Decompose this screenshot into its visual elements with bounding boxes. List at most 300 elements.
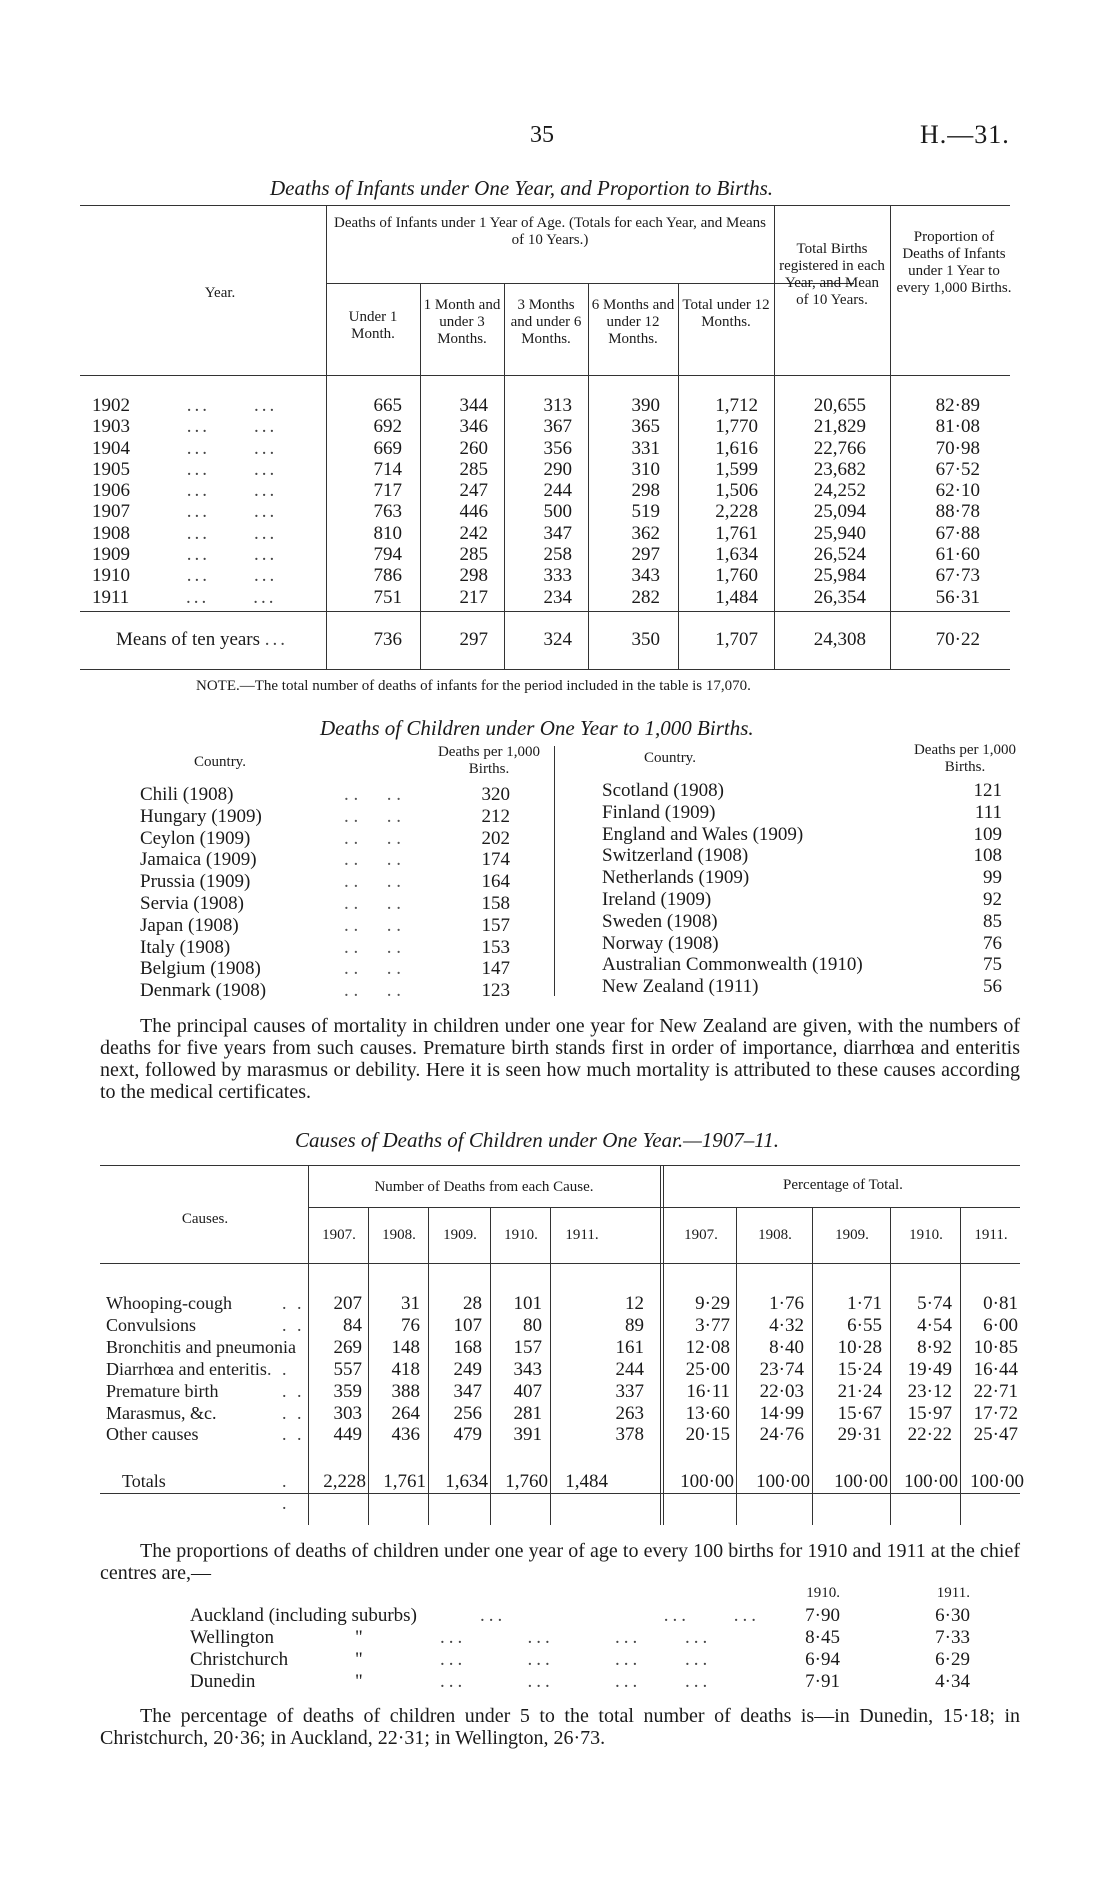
- cell: 4·34: [935, 1671, 970, 1692]
- cell: 67·88: [935, 522, 980, 544]
- cell: 810: [373, 522, 402, 544]
- cell: 22·03: [759, 1380, 804, 1402]
- cell: 56·31: [935, 586, 980, 608]
- total-cell: 1,484: [565, 1471, 608, 1492]
- cell: 101: [513, 1293, 542, 1314]
- number-column-1907: [310, 1293, 362, 1446]
- cell: 264: [391, 1402, 420, 1424]
- col-year: 1911.: [565, 1227, 599, 1243]
- cell: 89: [625, 1314, 644, 1336]
- cell: 6·30: [935, 1605, 970, 1626]
- cell: 391: [513, 1424, 542, 1446]
- col-deaths-right: Deaths per 1,000 Births.: [913, 742, 1017, 775]
- cell: 285: [459, 544, 488, 566]
- col-year: 1907.: [322, 1227, 356, 1243]
- cell: 794: [373, 544, 402, 566]
- cell: 15·97: [907, 1402, 952, 1424]
- table-row: Diarrhœa and enteritis. .: [106, 1358, 290, 1379]
- causes-table: [100, 1165, 1030, 1535]
- cell: 1,770: [715, 416, 758, 438]
- cell: 20·15: [685, 1424, 730, 1446]
- mean-cell: 324: [543, 629, 572, 650]
- cell: 5·74: [917, 1293, 952, 1314]
- cell: 446: [459, 501, 488, 523]
- cell: 260: [459, 437, 488, 459]
- table1-note: NOTE.—The total number of deaths of infants for the period included in the table is 17,070.: [196, 678, 751, 694]
- cell: 20,655: [813, 395, 866, 416]
- table-row: Other causes . .: [106, 1424, 305, 1445]
- col-group-percent: Percentage of Total.: [783, 1177, 903, 1193]
- col-1911: 1911.: [936, 1585, 970, 1601]
- cell: 157: [481, 914, 510, 936]
- cell: 67·73: [935, 565, 980, 587]
- cell: 390: [631, 395, 660, 416]
- under-5-paragraph: The percentage of deaths of children under 5 to the total number of deaths is—in Dunedin, 15·18; in Christchurch, 20·36; in Auckland, 22·31; in Wellington, 26·73.: [100, 1705, 1020, 1749]
- cell: 19·49: [907, 1358, 952, 1380]
- cell: 1,712: [715, 395, 758, 416]
- cell: 557: [333, 1358, 362, 1380]
- cell: 359: [333, 1380, 362, 1402]
- list-item: Auckland (including suburbs) ... ... ... 7·90 6·30: [190, 1605, 970, 1626]
- number-column-1909: [430, 1293, 482, 1446]
- mean-cell: 1,707: [715, 629, 758, 650]
- cell: 24·76: [759, 1424, 804, 1446]
- col-year: 1909.: [835, 1227, 869, 1243]
- list-item: Chili (1908): [140, 784, 234, 805]
- mean-cell: 350: [631, 629, 660, 650]
- cell: 7·33: [935, 1627, 970, 1648]
- col-proportion: Proportion of Deaths of Infants under 1 Year to every 1,000 Births.: [896, 229, 1012, 296]
- cell: 153: [481, 936, 510, 958]
- col-country-right: Country.: [644, 750, 696, 766]
- cell: 347: [453, 1380, 482, 1402]
- cell: 298: [459, 565, 488, 587]
- total-cell: 100·00: [970, 1471, 1024, 1492]
- total-births-column: [780, 395, 866, 608]
- cell: 108: [973, 845, 1002, 867]
- list-item: Japan (1908): [140, 914, 239, 936]
- cell: 519: [631, 501, 660, 523]
- cell: 56: [983, 976, 1002, 998]
- list-item: Wellington " ... ... ... ... 8·45 7·33: [190, 1627, 970, 1648]
- col-under-1-month: Under 1 Month.: [348, 309, 398, 342]
- cell: 82·89: [935, 395, 980, 416]
- list-item: Ireland (1909): [602, 888, 712, 910]
- cell: 17·72: [973, 1402, 1018, 1424]
- total-cell: 1,761: [383, 1471, 426, 1492]
- list-item: Jamaica (1909): [140, 849, 257, 871]
- year-cell: 1911 ... ...: [92, 586, 277, 608]
- year-cell: 1903 ... ...: [92, 416, 278, 438]
- centre-name: Dunedin: [190, 1671, 256, 1692]
- cell: 0·81: [983, 1293, 1018, 1314]
- list-item: Netherlands (1909): [602, 867, 750, 889]
- table-row: Marasmus, &c. . .: [106, 1402, 305, 1423]
- percent-column-1909: [814, 1293, 882, 1446]
- cell: 298: [631, 480, 660, 502]
- cell: 436: [391, 1424, 420, 1446]
- cell: 25·00: [685, 1358, 730, 1380]
- col-causes: Causes.: [181, 1211, 229, 1227]
- year-cell: 1909 ... ...: [92, 544, 278, 566]
- cell: 310: [631, 458, 660, 480]
- cell: 320: [481, 784, 510, 805]
- cell: 24,252: [813, 480, 866, 502]
- cell: 256: [453, 1402, 482, 1424]
- year-cell: 1905 ... ...: [92, 458, 278, 480]
- totals-row-label: Totals . .: [122, 1471, 290, 1513]
- cell: 31: [401, 1293, 420, 1314]
- cell: 247: [459, 480, 488, 502]
- cell: 14·99: [759, 1402, 804, 1424]
- cell: 249: [453, 1358, 482, 1380]
- list-item: Dunedin " ... ... ... ... 7·91 4·34: [190, 1671, 970, 1692]
- mean-cell: 70·22: [935, 629, 980, 650]
- right-country-column: [602, 780, 932, 998]
- list-item: Switzerland (1908): [602, 845, 749, 867]
- total-cell: 100·00: [904, 1471, 958, 1492]
- cell: 303: [333, 1402, 362, 1424]
- centres-intro-paragraph: The proportions of deaths of children under one year of age to every 100 births for 1910 and 1911 at the chief centres are,—: [100, 1540, 1020, 1584]
- cell: 1,761: [715, 522, 758, 544]
- list-item: Hungary (1909): [140, 805, 262, 827]
- cell: 70·98: [935, 437, 980, 459]
- cell: 258: [543, 544, 572, 566]
- total-cell: 1,634: [445, 1471, 488, 1492]
- total-cell: 2,228: [323, 1471, 366, 1492]
- cell: 109: [973, 823, 1002, 845]
- col-1910: 1910.: [806, 1585, 840, 1601]
- cell: 6·94: [805, 1649, 840, 1670]
- cell: 407: [513, 1380, 542, 1402]
- cell: 388: [391, 1380, 420, 1402]
- cell: 111: [974, 801, 1002, 823]
- list-item: Finland (1909): [602, 801, 716, 823]
- col-year: 1908.: [382, 1227, 416, 1243]
- cell: 23·74: [759, 1358, 804, 1380]
- cell: 161: [615, 1336, 644, 1358]
- list-item: Servia (1908): [140, 892, 244, 914]
- centre-name: Auckland (including suburbs): [190, 1605, 417, 1626]
- cell: 29·31: [837, 1424, 882, 1446]
- cell: 669: [373, 437, 402, 459]
- cell: 1,616: [715, 437, 758, 459]
- cell: 665: [373, 395, 402, 416]
- cell: 346: [459, 416, 488, 438]
- cell: 121: [973, 780, 1002, 801]
- country-deaths-table: [130, 740, 1030, 1010]
- cell: 418: [391, 1358, 420, 1380]
- cell: 751: [373, 586, 402, 608]
- col-1-to-3-months: 1 Month and under 3 Months.: [423, 297, 501, 347]
- cell: 313: [543, 395, 572, 416]
- percent-column-1908: [738, 1293, 804, 1446]
- cell: 164: [481, 871, 510, 893]
- cell: 331: [631, 437, 660, 459]
- cell: 22·71: [973, 1380, 1018, 1402]
- total-cell: 100·00: [680, 1471, 734, 1492]
- cell: 85: [983, 910, 1002, 932]
- col-group-deaths: Deaths of Infants under 1 Year of Age. (Totals for each Year, and Means of 10 Years.): [334, 215, 766, 248]
- cell: 25·47: [973, 1424, 1018, 1446]
- list-item: Ceylon (1909): [140, 827, 251, 849]
- total-cell: 100·00: [756, 1471, 810, 1492]
- list-item: Denmark (1908): [140, 980, 267, 1002]
- cell: 1,634: [715, 544, 758, 566]
- list-item: Christchurch " ... ... ... ... 6·94 6·29: [190, 1649, 970, 1670]
- col-year: Year.: [204, 285, 236, 301]
- cell: 6·29: [935, 1649, 970, 1670]
- cell: 1,484: [715, 586, 758, 608]
- cell: 500: [543, 501, 572, 523]
- col-year: 1910.: [909, 1227, 943, 1243]
- cell: 8·92: [917, 1336, 952, 1358]
- cell: 1,506: [715, 480, 758, 502]
- cell: 786: [373, 565, 402, 587]
- table3-caption: Causes of Deaths of Children under One Year.—1907–11.: [295, 1128, 779, 1152]
- cell: 81·08: [935, 416, 980, 438]
- cell: 343: [513, 1358, 542, 1380]
- cell: 15·67: [837, 1402, 882, 1424]
- centre-name: Christchurch: [190, 1649, 289, 1670]
- under-1-month-column: [330, 395, 402, 608]
- total-under-12-column: [684, 395, 758, 608]
- cell: 76: [983, 932, 1002, 954]
- col-year: 1911.: [974, 1227, 1008, 1243]
- table-row: Whooping-cough . .: [106, 1293, 305, 1313]
- left-leaders: . . . . . . . . . . . . . . . . . . . . . . . . . . . . . . . . . . . . . . . .: [344, 784, 401, 1002]
- percent-column-1907: [666, 1293, 730, 1446]
- left-values-column: [460, 784, 510, 1002]
- cell: 107: [453, 1314, 482, 1336]
- year-cell: 1902 ... ...: [92, 395, 278, 416]
- cell: 290: [543, 458, 572, 480]
- mean-cell: 297: [459, 629, 488, 650]
- cell: 76: [401, 1314, 420, 1336]
- list-item: Scotland (1908): [602, 780, 724, 801]
- cell: 22·22: [907, 1424, 952, 1446]
- cell: 2,228: [715, 501, 758, 523]
- cell: 6·55: [847, 1314, 882, 1336]
- cell: 26,524: [813, 544, 866, 566]
- number-column-1911: [552, 1293, 644, 1446]
- total-cell: 1,760: [505, 1471, 548, 1492]
- list-item: Prussia (1909): [140, 871, 251, 893]
- cell: 26,354: [813, 586, 866, 608]
- mean-cell: 24,308: [813, 629, 866, 650]
- cell: 174: [481, 849, 510, 871]
- table-row: Premature birth . .: [106, 1380, 305, 1401]
- col-3-to-6-months: 3 Months and under 6 Months.: [510, 297, 582, 347]
- percent-column-1911: [962, 1293, 1018, 1446]
- 3-to-6-months-column: [508, 395, 572, 608]
- cell: 367: [543, 416, 572, 438]
- page-number: 35: [530, 122, 554, 148]
- cell: 212: [481, 805, 510, 827]
- cell: 479: [453, 1424, 482, 1446]
- year-cell: 1908 ... ...: [92, 522, 278, 544]
- right-values-column: [912, 780, 1002, 998]
- cell: 88·78: [935, 501, 980, 523]
- cell: 1,599: [715, 458, 758, 480]
- cell: 15·24: [837, 1358, 882, 1380]
- cell: 244: [615, 1358, 644, 1380]
- list-item: Italy (1908): [140, 936, 231, 958]
- causes-column: [106, 1293, 306, 1446]
- table-row: Convulsions . .: [106, 1314, 305, 1335]
- list-item: Australian Commonwealth (1910): [602, 954, 863, 976]
- cell: 763: [373, 501, 402, 523]
- cell: 16·11: [686, 1380, 730, 1402]
- cell: 21·24: [837, 1380, 882, 1402]
- cell: 147: [481, 958, 510, 980]
- col-group-number: Number of Deaths from each Cause.: [374, 1179, 594, 1195]
- centres-header: [190, 1585, 1030, 1605]
- cell: 25,940: [813, 522, 866, 544]
- cell: 157: [513, 1336, 542, 1358]
- cell: 21,829: [813, 416, 866, 438]
- ditto-mark: ": [355, 1649, 363, 1670]
- cell: 343: [631, 565, 660, 587]
- list-item: New Zealand (1911): [602, 976, 759, 998]
- cell: 714: [373, 458, 402, 480]
- 6-to-12-months-column: [592, 395, 660, 608]
- cell: 362: [631, 522, 660, 544]
- cell: 297: [631, 544, 660, 566]
- table1-caption: Deaths of Infants under One Year, and Proportion to Births.: [270, 176, 774, 200]
- col-country-left: Country.: [194, 754, 246, 770]
- list-item: Sweden (1908): [602, 910, 718, 932]
- 1-to-3-months-column: [424, 395, 488, 608]
- cell: 337: [615, 1380, 644, 1402]
- cell: 168: [453, 1336, 482, 1358]
- total-cell: 100·00: [834, 1471, 888, 1492]
- ditto-mark: ": [355, 1627, 363, 1648]
- cell: 84: [343, 1314, 362, 1336]
- col-deaths-left: Deaths per 1,000 Births.: [437, 744, 541, 777]
- cell: 378: [615, 1424, 644, 1446]
- cell: 692: [373, 416, 402, 438]
- cell: 9·29: [695, 1293, 730, 1314]
- col-6-to-12-months: 6 Months and under 12 Months.: [591, 297, 675, 347]
- col-year: 1907.: [684, 1227, 718, 1243]
- cell: 23,682: [813, 458, 866, 480]
- col-year: 1909.: [443, 1227, 477, 1243]
- percent-column-1910: [892, 1293, 952, 1446]
- cell: 344: [459, 395, 488, 416]
- cell: 281: [513, 1402, 542, 1424]
- document-code: H.—31.: [920, 120, 1010, 149]
- number-column-1910: [492, 1293, 542, 1446]
- col-total-under-12: Total under 12 Months.: [682, 297, 770, 330]
- cell: 99: [983, 867, 1002, 889]
- mean-cell: 736: [373, 629, 402, 650]
- infant-deaths-table: [80, 205, 1030, 675]
- cell: 23·12: [907, 1380, 952, 1402]
- year-cell: 1906 ... ...: [92, 480, 278, 502]
- year-cell: 1907 ... ...: [92, 501, 278, 523]
- year-cell: 1904 ... ...: [92, 437, 278, 459]
- means-row-label: Means of ten years ...: [116, 629, 289, 650]
- cell: 92: [983, 888, 1002, 910]
- cell: 158: [481, 892, 510, 914]
- cell: 242: [459, 522, 488, 544]
- centres-list: [190, 1585, 1030, 1693]
- proportion-column: [900, 395, 980, 608]
- cell: 3·77: [695, 1314, 730, 1336]
- ditto-mark: ": [355, 1671, 363, 1692]
- year-cell: 1910 ... ...: [92, 565, 278, 587]
- cell: 148: [391, 1336, 420, 1358]
- cell: 202: [481, 827, 510, 849]
- cell: 12·08: [685, 1336, 730, 1358]
- cell: 80: [523, 1314, 542, 1336]
- cell: 285: [459, 458, 488, 480]
- cell: 8·40: [769, 1336, 804, 1358]
- cell: 123: [481, 980, 510, 1002]
- cell: 22,766: [813, 437, 866, 459]
- cell: 16·44: [973, 1358, 1018, 1380]
- cell: 25,984: [813, 565, 866, 587]
- cell: 234: [543, 586, 572, 608]
- cell: 4·32: [769, 1314, 804, 1336]
- cell: 25,094: [813, 501, 866, 523]
- cell: 8·45: [805, 1627, 840, 1648]
- col-year: 1908.: [758, 1227, 792, 1243]
- cell: 75: [983, 954, 1002, 976]
- cell: 347: [543, 522, 572, 544]
- cell: 263: [615, 1402, 644, 1424]
- list-item: Belgium (1908): [140, 958, 261, 980]
- cell: 244: [543, 480, 572, 502]
- number-column-1908: [370, 1293, 420, 1446]
- cell: 1,760: [715, 565, 758, 587]
- col-year: 1910.: [504, 1227, 538, 1243]
- cell: 449: [333, 1424, 362, 1446]
- cell: 282: [631, 586, 660, 608]
- table-row: Bronchitis and pneumonia: [106, 1336, 296, 1357]
- cell: 6·00: [983, 1314, 1018, 1336]
- cell: 1·76: [769, 1293, 804, 1314]
- centre-name: Wellington: [190, 1627, 274, 1648]
- cell: 207: [333, 1293, 362, 1314]
- list-item: England and Wales (1909): [602, 823, 804, 845]
- table2-caption: Deaths of Children under One Year to 1,000 Births.: [320, 716, 754, 740]
- causes-paragraph: The principal causes of mortality in children under one year for New Zealand are given, with the numbers of deaths for five years from such causes. Premature birth stands first in order of importance, diarrhœa and enteritis next, followed by marasmus or debility. Here it is seen how much mortality is attributed to these causes according to the medical certificates.: [100, 1015, 1020, 1103]
- cell: 7·91: [805, 1671, 840, 1692]
- cell: 62·10: [935, 480, 980, 502]
- cell: 10·85: [973, 1336, 1018, 1358]
- cell: 13·60: [685, 1402, 730, 1424]
- cell: 67·52: [935, 458, 980, 480]
- cell: 10·28: [837, 1336, 882, 1358]
- cell: 61·60: [935, 544, 980, 566]
- cell: 28: [463, 1293, 482, 1314]
- cell: 7·90: [805, 1605, 840, 1626]
- cell: 12: [625, 1293, 644, 1314]
- cell: 365: [631, 416, 660, 438]
- cell: 217: [459, 586, 488, 608]
- cell: 4·54: [917, 1314, 952, 1336]
- cell: 269: [333, 1336, 362, 1358]
- cell: 1·71: [847, 1293, 882, 1314]
- cell: 356: [543, 437, 572, 459]
- year-column: [92, 395, 302, 608]
- cell: 333: [543, 565, 572, 587]
- list-item: Norway (1908): [602, 932, 719, 954]
- col-total-births: Total Births registered in each Year, and Mean of 10 Years.: [779, 241, 885, 308]
- cell: 717: [373, 480, 402, 502]
